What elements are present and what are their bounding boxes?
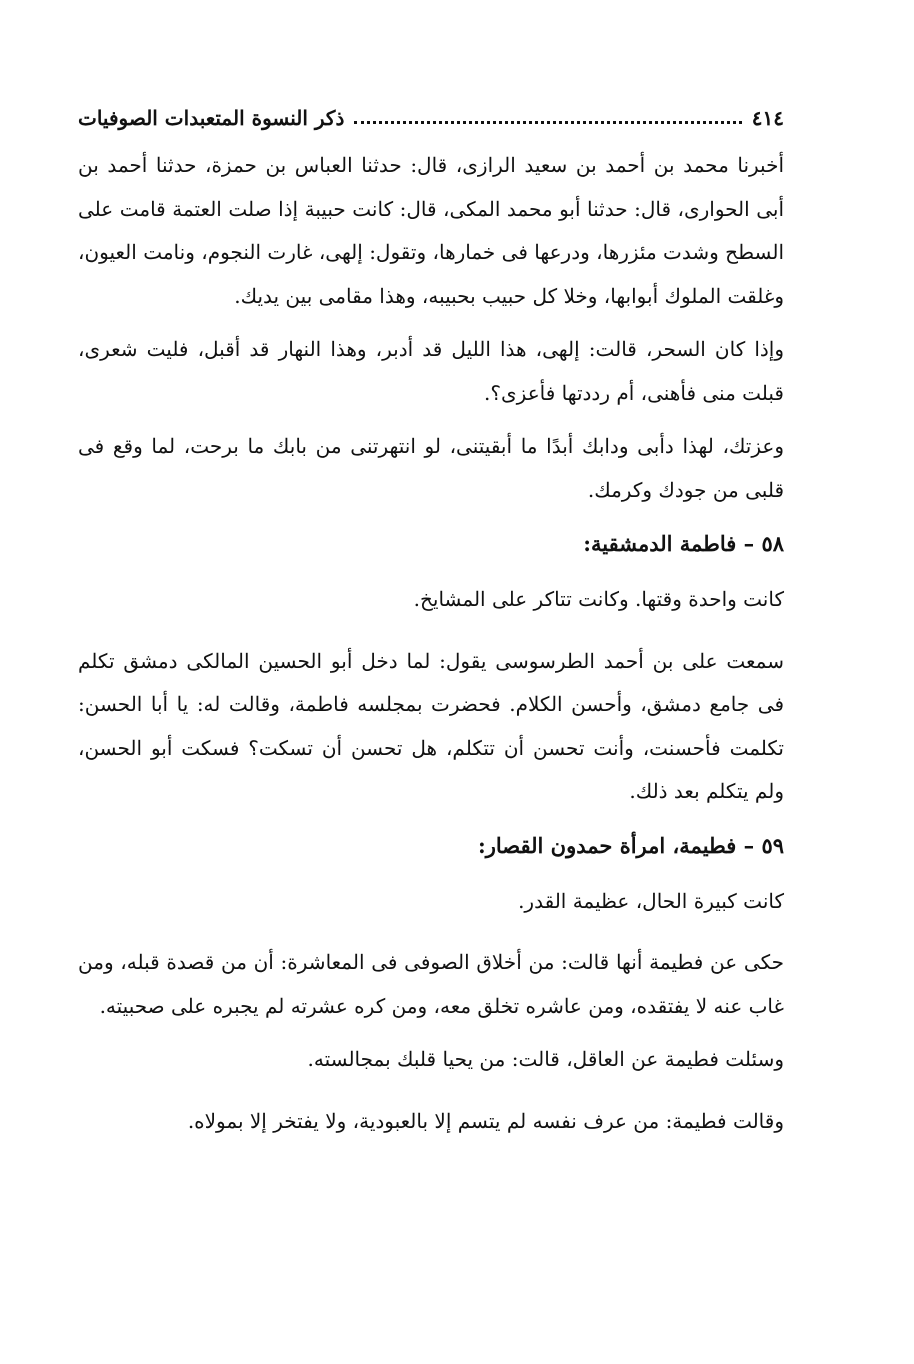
page-number: ٤١٤ xyxy=(751,106,784,130)
paragraph-dawn-prayer: وإذا كان السحر، قالت: إلهى، هذا الليل قد أدبر، وهذا النهار قد أقبل، فليت شعرى، قبلت منى فأهنى، أم رددتها فأعزى؟. xyxy=(78,337,784,405)
paragraph-sufi-manners: حكى عن فطيمة أنها قالت: من أخلاق الصوفى فى المعاشرة: أن من قصدة قبله، ومن غاب عنه لا يفتقده، ومن عاشره تخلق معه، ومن كره عشرته لم يجبره على صحبيته. xyxy=(78,950,784,1018)
header-dot-leader xyxy=(354,121,741,124)
paragraph-wise-one: وسئلت فطيمة عن العاقل، قالت: من يحيا قلبك بمجالسته. xyxy=(307,1047,784,1071)
running-title: ذكر النسوة المتعبدات الصوفيات xyxy=(78,106,345,130)
section-heading-58: ٥٨ – فاطمة الدمشقية: xyxy=(583,531,784,556)
paragraph-oath: وعزتك، لهذا دأبى ودابك أبدًا ما أبقيتنى، لو انتهرتنى من بابك ما برحت، لما وقع فى قلبى من جودك وكرمك. xyxy=(78,434,784,502)
paragraph-abu-alhusayn-story: سمعت على بن أحمد الطرسوسى يقول: لما دخل أبو الحسين المالكى دمشق تكلم فى جامع دمشق، وأحسن الكلام. فحضرت بمجلسه فاطمة، وقالت له: يا أبا الحسن: تكلمت فأحسنت، وأنت تحسن أن تتكلم، هل تحسن أن تسكت؟ فسكت أبو الحسن، ولم يتكلم بعد ذلك. xyxy=(78,648,784,803)
paragraph-fatima-intro: كانت واحدة وقتها. وكانت تتاكر على المشايخ. xyxy=(413,587,784,611)
section-heading-59: ٥٩ – فطيمة، امرأة حمدون القصار: xyxy=(478,832,784,858)
running-header xyxy=(78,98,784,138)
paragraph-futayma-intro: كانت كبيرة الحال، عظيمة القدر. xyxy=(518,888,784,913)
paragraph-self-knowledge: وقالت فطيمة: من عرف نفسه لم يتسم إلا بالعبودية، ولا يفتخر إلا بمولاه. xyxy=(187,1108,784,1133)
paragraph-habiba-prayer: أخبرنا محمد بن أحمد بن سعيد الرازى، قال: حدثنا العباس بن حمزة، حدثنا أحمد بن أبى الحوارى، قال: حدثنا أبو محمد المكى، قال: كانت حبيبة إذا صلت العتمة قامت على السطح وشدت مئزرها، ودرعها فى خمارها، وتقول: إلهى، غارت النجوم، ونامت العيون، وغلقت الملوك أبوابها، وخلا كل حبيب بحبيبه، وهذا مقامى بين يديك. xyxy=(78,153,784,308)
